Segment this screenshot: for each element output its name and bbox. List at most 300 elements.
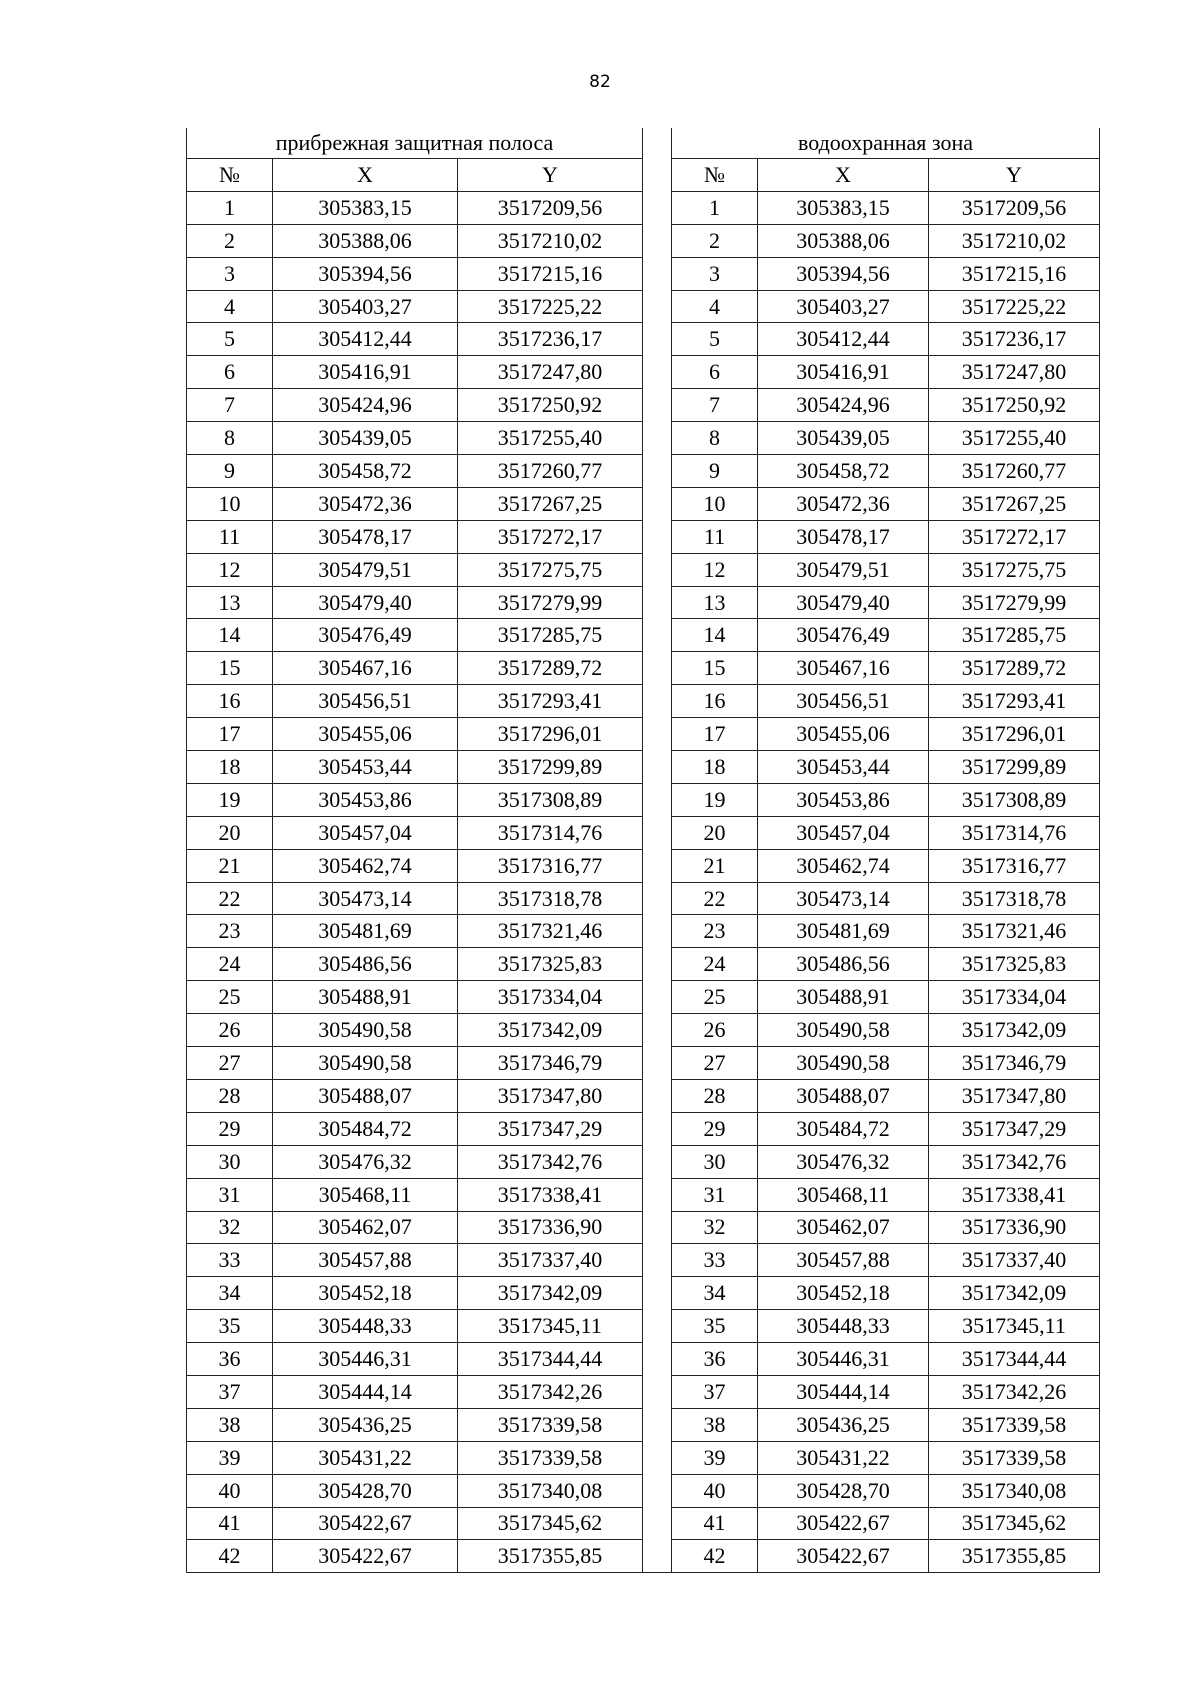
- left-cell-num: 34: [187, 1277, 273, 1310]
- table-gap: [643, 1441, 672, 1474]
- table-row: [187, 882, 1100, 915]
- left-cell-x: 305444,14: [273, 1375, 458, 1408]
- left-cell-x: 305416,91: [273, 356, 458, 389]
- right-cell-x: 305490,58: [758, 1047, 929, 1080]
- table-gap: [643, 389, 672, 422]
- right-cell-y: 3517316,77: [929, 849, 1100, 882]
- left-cell-y: 3517275,75: [458, 553, 643, 586]
- right-cell-x: 305453,44: [758, 751, 929, 784]
- left-cell-num: 26: [187, 1014, 273, 1047]
- table-gap: [643, 1343, 672, 1376]
- right-header-x: X: [758, 159, 929, 192]
- right-cell-num: 40: [672, 1474, 758, 1507]
- left-cell-y: 3517339,58: [458, 1441, 643, 1474]
- left-cell-num: 33: [187, 1244, 273, 1277]
- right-cell-num: 11: [672, 520, 758, 553]
- right-cell-num: 33: [672, 1244, 758, 1277]
- table-row: [187, 783, 1100, 816]
- left-cell-x: 305457,88: [273, 1244, 458, 1277]
- right-cell-x: 305444,14: [758, 1375, 929, 1408]
- table-row: [187, 718, 1100, 751]
- right-cell-y: 3517250,92: [929, 389, 1100, 422]
- left-cell-x: 305456,51: [273, 685, 458, 718]
- left-cell-num: 27: [187, 1047, 273, 1080]
- left-cell-x: 305452,18: [273, 1277, 458, 1310]
- right-cell-x: 305422,67: [758, 1507, 929, 1540]
- left-cell-x: 305383,15: [273, 191, 458, 224]
- right-cell-y: 3517337,40: [929, 1244, 1100, 1277]
- left-cell-y: 3517342,76: [458, 1145, 643, 1178]
- table-gap: [643, 652, 672, 685]
- table-row: [187, 1343, 1100, 1376]
- table-gap: [643, 1079, 672, 1112]
- left-cell-num: 19: [187, 783, 273, 816]
- right-cell-y: 3517339,58: [929, 1408, 1100, 1441]
- table-row: [187, 1112, 1100, 1145]
- right-cell-x: 305476,49: [758, 619, 929, 652]
- right-cell-x: 305431,22: [758, 1441, 929, 1474]
- left-cell-y: 3517210,02: [458, 224, 643, 257]
- table-row: [187, 586, 1100, 619]
- right-cell-num: 12: [672, 553, 758, 586]
- left-cell-x: 305455,06: [273, 718, 458, 751]
- left-cell-y: 3517299,89: [458, 751, 643, 784]
- right-cell-y: 3517340,08: [929, 1474, 1100, 1507]
- left-cell-y: 3517267,25: [458, 487, 643, 520]
- right-cell-x: 305424,96: [758, 389, 929, 422]
- right-cell-num: 19: [672, 783, 758, 816]
- table-gap: [643, 1112, 672, 1145]
- right-cell-y: 3517342,09: [929, 1277, 1100, 1310]
- right-cell-num: 6: [672, 356, 758, 389]
- right-cell-x: 305479,51: [758, 553, 929, 586]
- table-row: [187, 1441, 1100, 1474]
- left-cell-x: 305473,14: [273, 882, 458, 915]
- right-cell-x: 305488,07: [758, 1079, 929, 1112]
- left-cell-y: 3517336,90: [458, 1211, 643, 1244]
- right-cell-x: 305448,33: [758, 1310, 929, 1343]
- left-cell-y: 3517236,17: [458, 323, 643, 356]
- table-gap: [643, 882, 672, 915]
- left-cell-y: 3517255,40: [458, 422, 643, 455]
- table-gap: [643, 1310, 672, 1343]
- table-row: [187, 1277, 1100, 1310]
- right-cell-num: 23: [672, 915, 758, 948]
- table-row: [187, 389, 1100, 422]
- left-cell-y: 3517344,44: [458, 1343, 643, 1376]
- left-cell-y: 3517318,78: [458, 882, 643, 915]
- left-cell-y: 3517215,16: [458, 257, 643, 290]
- left-cell-x: 305481,69: [273, 915, 458, 948]
- left-cell-x: 305486,56: [273, 948, 458, 981]
- right-cell-y: 3517344,44: [929, 1343, 1100, 1376]
- table-gap: [643, 915, 672, 948]
- right-cell-x: 305416,91: [758, 356, 929, 389]
- left-header-y: Y: [458, 159, 643, 192]
- table-gap: [643, 1540, 672, 1573]
- left-cell-x: 305488,91: [273, 981, 458, 1014]
- table-row: [187, 1375, 1100, 1408]
- right-cell-x: 305479,40: [758, 586, 929, 619]
- left-cell-num: 30: [187, 1145, 273, 1178]
- table-row: [187, 948, 1100, 981]
- table-row: [187, 1178, 1100, 1211]
- right-cell-y: 3517321,46: [929, 915, 1100, 948]
- table-gap: [643, 455, 672, 488]
- right-cell-y: 3517267,25: [929, 487, 1100, 520]
- right-cell-num: 16: [672, 685, 758, 718]
- left-cell-x: 305490,58: [273, 1047, 458, 1080]
- right-cell-y: 3517318,78: [929, 882, 1100, 915]
- right-cell-y: 3517215,16: [929, 257, 1100, 290]
- left-cell-num: 29: [187, 1112, 273, 1145]
- right-cell-num: 29: [672, 1112, 758, 1145]
- table-gap: [643, 718, 672, 751]
- right-cell-y: 3517225,22: [929, 290, 1100, 323]
- right-cell-x: 305462,74: [758, 849, 929, 882]
- left-cell-num: 9: [187, 455, 273, 488]
- right-cell-num: 39: [672, 1441, 758, 1474]
- left-cell-num: 1: [187, 191, 273, 224]
- left-cell-num: 22: [187, 882, 273, 915]
- left-cell-num: 3: [187, 257, 273, 290]
- left-cell-x: 305412,44: [273, 323, 458, 356]
- right-cell-num: 34: [672, 1277, 758, 1310]
- right-cell-num: 26: [672, 1014, 758, 1047]
- right-cell-num: 8: [672, 422, 758, 455]
- right-cell-num: 5: [672, 323, 758, 356]
- right-cell-x: 305422,67: [758, 1540, 929, 1573]
- table-gap: [643, 159, 672, 192]
- left-cell-x: 305448,33: [273, 1310, 458, 1343]
- left-cell-num: 10: [187, 487, 273, 520]
- left-cell-num: 32: [187, 1211, 273, 1244]
- table-row: [187, 323, 1100, 356]
- table-gap: [643, 1408, 672, 1441]
- right-cell-num: 17: [672, 718, 758, 751]
- left-cell-num: 31: [187, 1178, 273, 1211]
- left-cell-x: 305472,36: [273, 487, 458, 520]
- left-cell-y: 3517314,76: [458, 816, 643, 849]
- left-cell-y: 3517225,22: [458, 290, 643, 323]
- right-cell-num: 3: [672, 257, 758, 290]
- table-row: [187, 751, 1100, 784]
- left-cell-num: 5: [187, 323, 273, 356]
- left-cell-num: 4: [187, 290, 273, 323]
- table-row: [187, 1408, 1100, 1441]
- left-cell-num: 14: [187, 619, 273, 652]
- right-cell-num: 42: [672, 1540, 758, 1573]
- right-cell-x: 305481,69: [758, 915, 929, 948]
- right-cell-y: 3517339,58: [929, 1441, 1100, 1474]
- right-cell-x: 305476,32: [758, 1145, 929, 1178]
- right-cell-num: 28: [672, 1079, 758, 1112]
- left-cell-x: 305431,22: [273, 1441, 458, 1474]
- table-gap: [643, 586, 672, 619]
- left-cell-x: 305422,67: [273, 1540, 458, 1573]
- left-cell-num: 24: [187, 948, 273, 981]
- left-cell-y: 3517346,79: [458, 1047, 643, 1080]
- left-header-num: №: [187, 159, 273, 192]
- table-gap: [643, 751, 672, 784]
- left-cell-x: 305446,31: [273, 1343, 458, 1376]
- table-gap: [643, 1474, 672, 1507]
- left-cell-x: 305467,16: [273, 652, 458, 685]
- right-cell-y: 3517347,29: [929, 1112, 1100, 1145]
- table-gap: [643, 1145, 672, 1178]
- right-cell-y: 3517260,77: [929, 455, 1100, 488]
- left-cell-x: 305424,96: [273, 389, 458, 422]
- right-cell-num: 2: [672, 224, 758, 257]
- left-cell-y: 3517334,04: [458, 981, 643, 1014]
- left-cell-y: 3517285,75: [458, 619, 643, 652]
- left-cell-y: 3517347,80: [458, 1079, 643, 1112]
- table-gap: [643, 257, 672, 290]
- left-cell-x: 305488,07: [273, 1079, 458, 1112]
- left-cell-num: 20: [187, 816, 273, 849]
- table-row: [187, 1079, 1100, 1112]
- table-gap: [643, 1014, 672, 1047]
- table-row: [187, 1474, 1100, 1507]
- right-cell-num: 25: [672, 981, 758, 1014]
- left-cell-num: 11: [187, 520, 273, 553]
- table-gap: [643, 1277, 672, 1310]
- right-cell-y: 3517342,09: [929, 1014, 1100, 1047]
- left-cell-x: 305457,04: [273, 816, 458, 849]
- table-gap: [643, 520, 672, 553]
- right-cell-num: 31: [672, 1178, 758, 1211]
- right-cell-x: 305490,58: [758, 1014, 929, 1047]
- table-gap: [643, 783, 672, 816]
- right-cell-x: 305457,88: [758, 1244, 929, 1277]
- left-cell-y: 3517250,92: [458, 389, 643, 422]
- left-cell-num: 38: [187, 1408, 273, 1441]
- right-cell-y: 3517342,26: [929, 1375, 1100, 1408]
- right-cell-y: 3517336,90: [929, 1211, 1100, 1244]
- table-gap: [643, 1244, 672, 1277]
- table-row: [187, 553, 1100, 586]
- right-cell-x: 305462,07: [758, 1211, 929, 1244]
- left-cell-y: 3517272,17: [458, 520, 643, 553]
- table-gap: [643, 128, 672, 159]
- left-cell-num: 35: [187, 1310, 273, 1343]
- right-cell-x: 305455,06: [758, 718, 929, 751]
- table-gap: [643, 948, 672, 981]
- table-row: [187, 1244, 1100, 1277]
- left-cell-y: 3517308,89: [458, 783, 643, 816]
- left-cell-num: 40: [187, 1474, 273, 1507]
- left-cell-y: 3517289,72: [458, 652, 643, 685]
- right-cell-num: 21: [672, 849, 758, 882]
- right-cell-y: 3517210,02: [929, 224, 1100, 257]
- left-cell-y: 3517347,29: [458, 1112, 643, 1145]
- table-row: [187, 422, 1100, 455]
- left-cell-x: 305453,86: [273, 783, 458, 816]
- right-cell-x: 305412,44: [758, 323, 929, 356]
- right-cell-y: 3517346,79: [929, 1047, 1100, 1080]
- right-cell-y: 3517293,41: [929, 685, 1100, 718]
- right-cell-x: 305486,56: [758, 948, 929, 981]
- table-gap: [643, 981, 672, 1014]
- right-cell-x: 305436,25: [758, 1408, 929, 1441]
- left-cell-x: 305436,25: [273, 1408, 458, 1441]
- left-cell-x: 305422,67: [273, 1507, 458, 1540]
- table-row: [187, 1540, 1100, 1573]
- table-row: [187, 1014, 1100, 1047]
- right-cell-x: 305484,72: [758, 1112, 929, 1145]
- right-cell-y: 3517299,89: [929, 751, 1100, 784]
- left-cell-x: 305468,11: [273, 1178, 458, 1211]
- right-cell-x: 305403,27: [758, 290, 929, 323]
- right-cell-x: 305467,16: [758, 652, 929, 685]
- table-row: [187, 455, 1100, 488]
- left-cell-y: 3517339,58: [458, 1408, 643, 1441]
- left-cell-num: 39: [187, 1441, 273, 1474]
- right-cell-x: 305428,70: [758, 1474, 929, 1507]
- left-cell-x: 305484,72: [273, 1112, 458, 1145]
- table-row: [187, 1047, 1100, 1080]
- table-row: [187, 224, 1100, 257]
- right-cell-num: 7: [672, 389, 758, 422]
- right-cell-num: 22: [672, 882, 758, 915]
- left-cell-y: 3517340,08: [458, 1474, 643, 1507]
- left-cell-y: 3517355,85: [458, 1540, 643, 1573]
- table-row: [187, 1507, 1100, 1540]
- left-cell-y: 3517342,09: [458, 1014, 643, 1047]
- right-cell-num: 13: [672, 586, 758, 619]
- table-gap: [643, 685, 672, 718]
- left-cell-x: 305403,27: [273, 290, 458, 323]
- table-row: [187, 257, 1100, 290]
- left-cell-x: 305453,44: [273, 751, 458, 784]
- table-gap: [643, 619, 672, 652]
- left-cell-y: 3517279,99: [458, 586, 643, 619]
- left-cell-y: 3517260,77: [458, 455, 643, 488]
- table-gap: [643, 191, 672, 224]
- left-cell-num: 13: [187, 586, 273, 619]
- table-row: [187, 816, 1100, 849]
- left-cell-num: 28: [187, 1079, 273, 1112]
- left-cell-num: 18: [187, 751, 273, 784]
- right-cell-x: 305472,36: [758, 487, 929, 520]
- left-cell-num: 41: [187, 1507, 273, 1540]
- table-gap: [643, 356, 672, 389]
- table-gap: [643, 1375, 672, 1408]
- table-row: [187, 1211, 1100, 1244]
- left-cell-x: 305439,05: [273, 422, 458, 455]
- table-title-row: [187, 128, 1100, 159]
- left-cell-x: 305458,72: [273, 455, 458, 488]
- right-cell-num: 14: [672, 619, 758, 652]
- table-row: [187, 487, 1100, 520]
- left-cell-y: 3517321,46: [458, 915, 643, 948]
- right-cell-num: 35: [672, 1310, 758, 1343]
- right-cell-num: 38: [672, 1408, 758, 1441]
- right-cell-y: 3517314,76: [929, 816, 1100, 849]
- right-cell-num: 41: [672, 1507, 758, 1540]
- right-cell-y: 3517247,80: [929, 356, 1100, 389]
- coordinates-table: [186, 128, 1100, 1573]
- right-cell-y: 3517255,40: [929, 422, 1100, 455]
- left-cell-x: 305476,49: [273, 619, 458, 652]
- right-cell-x: 305468,11: [758, 1178, 929, 1211]
- left-cell-num: 16: [187, 685, 273, 718]
- left-cell-x: 305479,51: [273, 553, 458, 586]
- left-cell-y: 3517247,80: [458, 356, 643, 389]
- table-row: [187, 1310, 1100, 1343]
- left-cell-y: 3517209,56: [458, 191, 643, 224]
- right-cell-y: 3517334,04: [929, 981, 1100, 1014]
- right-cell-num: 9: [672, 455, 758, 488]
- page-number: 82: [589, 72, 611, 92]
- table-gap: [643, 290, 672, 323]
- right-cell-x: 305488,91: [758, 981, 929, 1014]
- right-cell-x: 305456,51: [758, 685, 929, 718]
- left-cell-x: 305476,32: [273, 1145, 458, 1178]
- right-cell-x: 305394,56: [758, 257, 929, 290]
- table-gap: [643, 1507, 672, 1540]
- right-cell-y: 3517347,80: [929, 1079, 1100, 1112]
- table-header-row: [187, 159, 1100, 192]
- right-cell-num: 24: [672, 948, 758, 981]
- right-cell-x: 305388,06: [758, 224, 929, 257]
- table-gap: [643, 487, 672, 520]
- right-cell-y: 3517355,85: [929, 1540, 1100, 1573]
- left-cell-num: 2: [187, 224, 273, 257]
- right-cell-x: 305473,14: [758, 882, 929, 915]
- table-gap: [643, 553, 672, 586]
- right-cell-num: 15: [672, 652, 758, 685]
- table-gap: [643, 224, 672, 257]
- right-header-y: Y: [929, 159, 1100, 192]
- table-gap: [643, 323, 672, 356]
- left-cell-y: 3517342,09: [458, 1277, 643, 1310]
- left-cell-x: 305479,40: [273, 586, 458, 619]
- left-cell-y: 3517338,41: [458, 1178, 643, 1211]
- right-cell-y: 3517236,17: [929, 323, 1100, 356]
- right-cell-num: 10: [672, 487, 758, 520]
- left-cell-num: 42: [187, 1540, 273, 1573]
- left-cell-y: 3517325,83: [458, 948, 643, 981]
- right-cell-num: 37: [672, 1375, 758, 1408]
- right-cell-x: 305383,15: [758, 191, 929, 224]
- right-cell-x: 305453,86: [758, 783, 929, 816]
- right-cell-y: 3517345,11: [929, 1310, 1100, 1343]
- right-cell-num: 18: [672, 751, 758, 784]
- table-row: [187, 356, 1100, 389]
- left-cell-y: 3517345,62: [458, 1507, 643, 1540]
- table-row: [187, 652, 1100, 685]
- right-cell-x: 305478,17: [758, 520, 929, 553]
- table-gap: [643, 816, 672, 849]
- right-cell-y: 3517345,62: [929, 1507, 1100, 1540]
- left-cell-num: 21: [187, 849, 273, 882]
- right-cell-x: 305458,72: [758, 455, 929, 488]
- left-cell-x: 305462,74: [273, 849, 458, 882]
- left-cell-x: 305388,06: [273, 224, 458, 257]
- left-table-title: прибрежная защитная полоса: [187, 128, 643, 159]
- left-cell-num: 37: [187, 1375, 273, 1408]
- right-cell-x: 305439,05: [758, 422, 929, 455]
- left-cell-num: 36: [187, 1343, 273, 1376]
- table-row: [187, 619, 1100, 652]
- table-row: [187, 520, 1100, 553]
- right-cell-y: 3517275,75: [929, 553, 1100, 586]
- right-cell-x: 305446,31: [758, 1343, 929, 1376]
- left-header-x: X: [273, 159, 458, 192]
- right-cell-x: 305452,18: [758, 1277, 929, 1310]
- table-gap: [643, 422, 672, 455]
